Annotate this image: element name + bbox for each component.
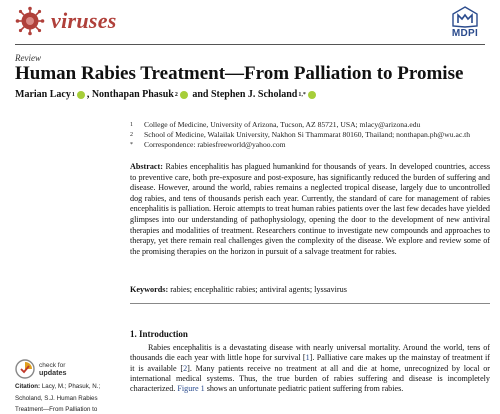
intro-text: ]. Palliative care makes up the mainstay of treatment if it is available [	[130, 353, 490, 373]
orcid-icon[interactable]	[308, 91, 316, 99]
intro-text: Rabies encephalitis is a devastating disease with nearly universal mortality. Around the world, tens of thousands die each year with little hope for survival [	[130, 343, 490, 363]
correspondence-text[interactable]: Correspondence: rabiesfreeworld@yahoo.com	[144, 140, 286, 149]
author-name[interactable]: Marian Lacy	[15, 89, 71, 100]
author-affiliation-marker: 2	[174, 91, 178, 98]
orcid-icon[interactable]	[77, 91, 85, 99]
orcid-icon[interactable]	[180, 91, 188, 99]
journal-logo[interactable]	[15, 6, 117, 36]
affiliation-line	[130, 120, 490, 130]
section-heading: 1. Introduction	[130, 329, 188, 339]
publisher-logo[interactable]	[445, 6, 485, 40]
virus-icon	[15, 6, 45, 36]
author-name[interactable]: Stephen J. Scholand	[210, 89, 298, 100]
affiliation-line	[130, 140, 490, 150]
article-title: Human Rabies Treatment—From Palliation to Promise	[15, 63, 464, 84]
article-type: Review	[15, 53, 41, 63]
citation-block	[15, 381, 110, 414]
introduction-paragraph	[130, 343, 490, 394]
citation-line: Scholand, S.J. Human Rabies	[15, 394, 98, 402]
check-for-updates-button[interactable]	[15, 357, 105, 381]
abstract-text: Rabies encephalitis has plagued humankind for thousands of years. In developed countries, access to preventive care, both pre-exposure and post-exposure, has significantly reduced the burden of suffering and disease. However, around the world, rabies remains a neglected tropical disease, largely due to uncontrolled dog rabies, and tens of thousands perish each year. Currently, the standard of care for management of rabies encephalitis is palliation. Heroic attempts to treat human rabies patients over the last few decades have yielded glimpses into our understanding of pathophysiology, opening the door to the development of new antiviral therapies and modalities of treatment. Researchers continue to investigate new compounds and approaches to therapy, yet there remain real challenges given the complexity of the disease. We explore and review some of the promising therapies on the horizon in pursuit of a salvage treatment for rabies.	[130, 162, 490, 256]
mdpi-mark-icon	[451, 6, 479, 28]
citation-text: Lacy, M.; Phasuk, N.;	[41, 383, 101, 390]
reference-link[interactable]: 1	[305, 353, 310, 363]
abstract-label: Abstract:	[130, 162, 163, 171]
reference-link[interactable]: 2	[183, 363, 188, 373]
author-separator: and	[192, 89, 209, 100]
author-separator: ,	[86, 89, 90, 100]
check-updates-icon	[15, 359, 35, 379]
keywords	[130, 285, 490, 296]
intro-text: shows an unfortunate pediatric patient suffering from rabies.	[204, 384, 404, 394]
check-updates-label	[39, 362, 67, 377]
affiliation-number: *	[130, 142, 133, 148]
author-list	[15, 89, 318, 100]
intro-text: ]. Many patients receive no treatment at all and die at home, unrecognized by local or international medical systems. Thus, the true burden of rabies suffering and disease is incompletely characterized.	[130, 363, 490, 394]
check-updates-line: check for	[39, 361, 66, 369]
affiliation-line	[130, 130, 490, 140]
citation-line	[15, 381, 110, 393]
keywords-text: rabies; encephalitic rabies; antiviral agents; lyssavirus	[170, 285, 347, 294]
affiliation-number: 2	[130, 132, 133, 138]
journal-name: viruses	[51, 8, 117, 33]
citation-line: Treatment—From Palliation to	[15, 406, 98, 413]
check-updates-line: updates	[39, 367, 67, 377]
affiliation-text: School of Medicine, Walailak University, Nakhon Si Thammarat 80160, Thailand; nonthapan.ph@wu.ac.th	[144, 130, 471, 139]
affiliation-text: College of Medicine, University of Arizona, Tucson, AZ 85721, USA; mlacy@arizona.edu	[144, 120, 421, 129]
citation-label: Citation:	[15, 383, 41, 390]
author-affiliation-marker: 1,*	[298, 91, 306, 98]
figure-link[interactable]: Figure 1	[177, 384, 205, 394]
affiliations	[130, 120, 490, 150]
abstract	[130, 162, 490, 257]
keywords-label: Keywords:	[130, 285, 169, 294]
section-divider	[130, 303, 490, 304]
author-affiliation-marker: 1	[71, 91, 75, 98]
author-name[interactable]: Nonthapan Phasuk	[91, 89, 174, 100]
affiliation-number: 1	[130, 122, 133, 128]
header-divider	[15, 44, 485, 45]
publisher-name: MDPI	[451, 28, 479, 39]
